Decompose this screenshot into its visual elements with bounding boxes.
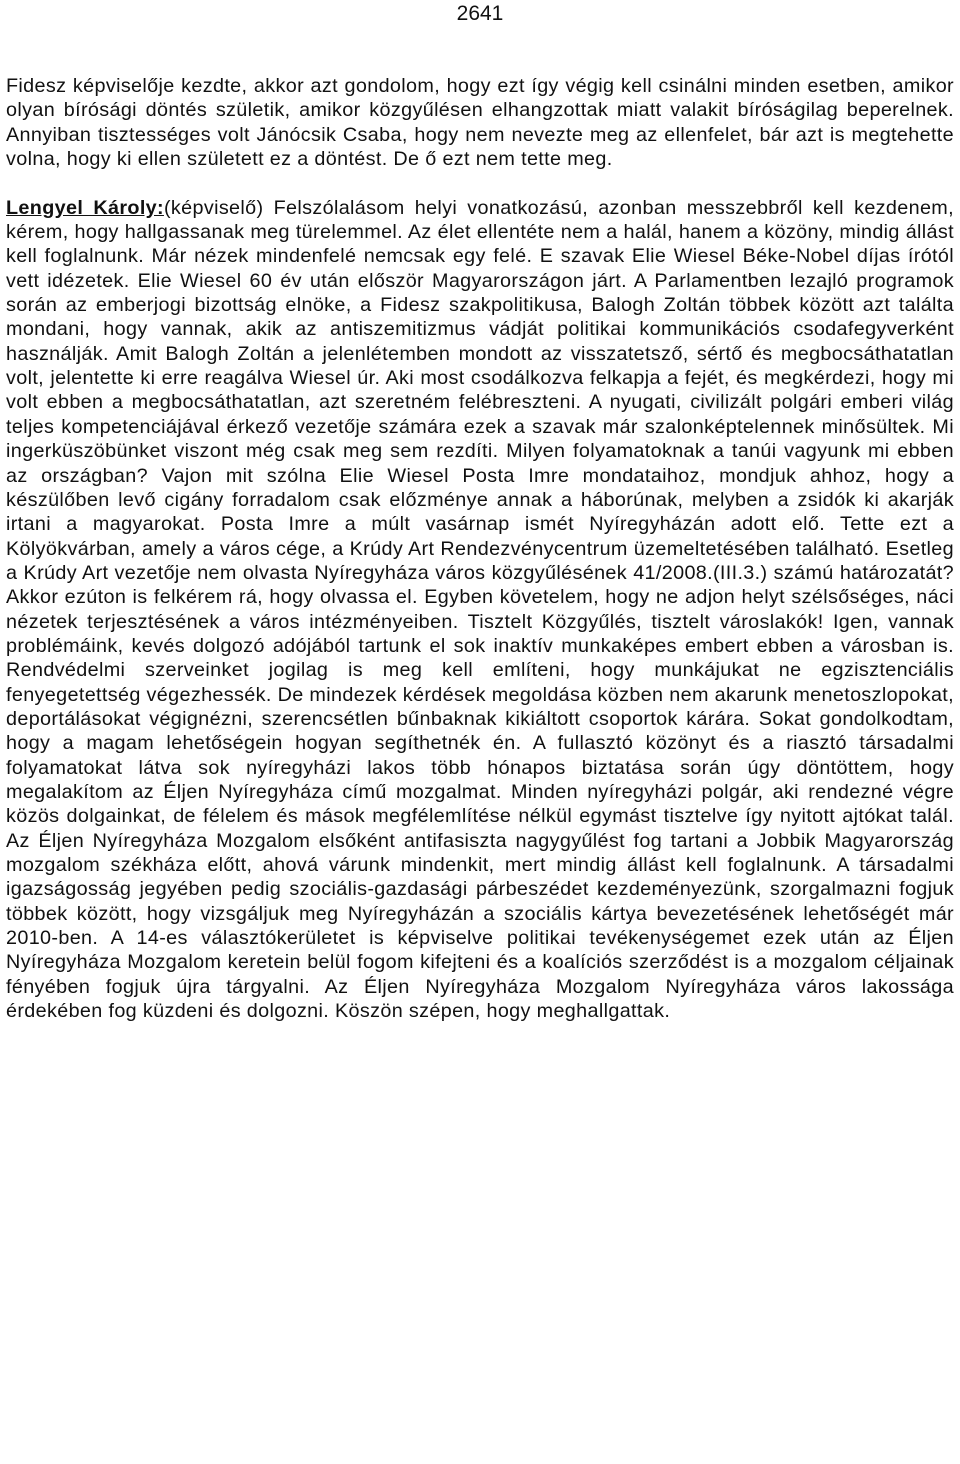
speaker-name: Lengyel Károly: (6, 196, 164, 219)
paragraph-intro: Fidesz képviselője kezdte, akkor azt gondolom, hogy ezt így végig kell csinálni minden esetben, amikor olyan bírósági döntés születik, amikor közgyűlésen elhangzottak miatt valakit bíróságilag beperelnek. Annyiban tisztességes volt Jánócsik Csaba, hogy nem nevezte meg az ellenfelet, bár azt is megtehette volna, hogy ki ellen született ez a döntést. De ő ezt nem tette meg. (6, 75, 954, 171)
speech-text: (képviselő) Felszólalásom helyi vonatkozású, azonban messzebbről kell kezdenem, kérem, hogy hallgassanak meg türelemmel. Az élet ellentéte nem a halál, hanem a közöny, mindig állást kell foglalnunk. Már nézek mindenfelé nemcsak egy felé. E szavak Elie Wiesel Béke-Nobel díjas írótól vett idézetek. Elie Wiesel 60 év után először Magyarországon járt. A Parlamentben lezajló programok során az emberjogi bizottság elnöke, a Fidesz szakpolitikusa, Balogh Zoltán többek között azt találta mondani, hogy vannak, akik az antiszemitizmus vádját politikai kommunikációs csodafegyverként használják. Amit Balogh Zoltán a jelenlétemben mondott az visszatetsző, sértő és megbocsáthatatlan volt, jelentette ki erre reagálva Wiesel úr. Aki most csodálkozva felkapja a fejét, és megkérdezi, hogy mi volt ebben a megbocsáthatatlan, azt szeretném felébreszteni. A nyugati, civilizált polgári emberi világ teljes kompetenciájával érkező vezetője számára ezek a szavak már szalonképtelennek minősültek. Mi ingerküszöbünket viszont még csak meg sem rezdíti. Milyen folyamatoknak a tanúi vagyunk mi ebben az országban? Vajon mit szólna Elie Wiesel Posta Imre mondataihoz, mondjuk ahhoz, hogy a készülőben levő cigány forradalom csak előzménye annak a háborúnak, melyben a zsidók ki akarják irtani a magyarokat. Posta Imre a múlt vasárnap ismét Nyíregyházán adott elő. Tette ezt a Kölyökvárban, amely a város cége, a Krúdy Art Rendezvénycentrum üzemeltetésében található. Esetleg a Krúdy Art vezetője nem olvasta Nyíregyháza város közgyűlésének 41/2008.(III.3.) számú határozatát? Akkor ezúton is felkérem rá, hogy olvassa el. Egyben követelem, hogy ne adjon helyt szélsőséges, náci nézetek terjesztésének a város intézményeiben. Tisztelt Közgyűlés, tisztelt városlakók! Igen, vannak problémáink, kevés dolgozó adójából tartunk el sok inaktív munkaképes embert ebben a városban is. Rendvédelmi szerveinket jogilag is meg kell említeni, hogy munkájukat ne egzisztenciális fenyegetettség végezhessék. De mindezek kérdések megoldása közben nem akarunk menetoszlopokat, deportálásokat végignézni, szerencsétlen bűnbaknak kikiáltott csoportok kárára. Sokat gondolkodtam, hogy a magam lehetőségein hogyan segíthetnék én. A fullasztó közönyt és a riasztó társadalmi folyamatokat látva sok nyíregyházi lakos több hónapos biztatása során úgy döntöttem, hogy megalakítom az Éljen Nyíregyháza című mozgalmat. Minden nyíregyházi polgár, aki rendezné végre közös dolgainkat, de félelem és mások megfélemlítése nélkül egymást tisztelve így nyitott ajtókat talál. Az Éljen Nyíregyháza Mozgalom elsőként antifasiszta nagygyűlést fog tartani a Jobbik Magyarország mozgalom székháza előtt, ahová várunk mindenkit, mert mindig állást kell foglalnunk. A társadalmi igazságosság jegyében pedig szociális-gazdasági párbeszédet kezdeményezünk, szorgalmazni fogjuk többek között, hogy vizsgáljuk meg Nyíregyházán a szociális kártya bevezetésének lehetőségét már 2010-ben. A 14-es választókerületet is képviselve politikai tevékenységemet ezek után az Éljen Nyíregyháza Mozgalom keretein belül fogom kifejteni és a koalíciós szerződést is a mozgalom céljainak fényében fogjuk újra tárgyalni. Az Éljen Nyíregyháza Mozgalom Nyíregyháza város lakossága érdekében fog küzdeni és dolgozni. Köszön szépen, hogy meghallgattak. (6, 196, 954, 1023)
page-number: 2641 (456, 2, 504, 25)
document-body (6, 74, 954, 1023)
paragraph-speech (6, 196, 954, 1024)
